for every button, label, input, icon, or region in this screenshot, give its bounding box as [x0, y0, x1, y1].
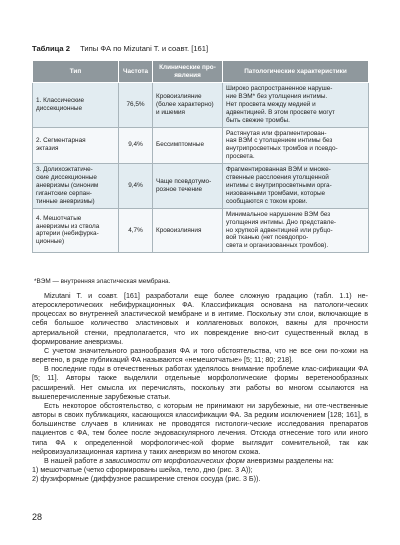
cell-pathology: Широко распространенное наруше- ние ВЭМ* без утолщения интимы. Нет просвета между медией и адвентицией. В этом просвете могут быть свежие тромбы. [223, 83, 369, 128]
body-text [32, 292, 368, 484]
cell-frequency: 76,5% [119, 83, 153, 128]
paragraph-emphasis: в зависимости от морфологических форм [99, 456, 245, 465]
paragraph-classification [32, 457, 368, 466]
table-row [33, 164, 369, 209]
cell-type: 2. Сегментарная эктазия [33, 127, 119, 164]
cell-type: 4. Мешотчатые аневризмы из ствола артерии (небифурка- ционные) [33, 208, 119, 253]
table-caption-label: Таблица 2 [32, 44, 70, 53]
cell-pathology: Минимальное нарушение ВЭМ без утолщения интимы. Дно представле- но хрупкой адвентицией или рубцо- вой тканью (нет псевдопро- света и организованных тромбов). [223, 208, 369, 253]
cell-type: 1. Классические диссекционные [33, 83, 119, 128]
page-number: 28 [32, 512, 43, 522]
paragraph: В последние годы в отечественных работах уделялось внимание проблеме клас-сификации ФА [5; 11]. Авторы также выделили отдельные морфологические формы веретенообразных расширений. Нет смысла их перечислять, поскольку эти работы во многом ссылаются на вышеперечисленные зарубежные статьи. [32, 365, 368, 401]
table-caption-text: Типы ФА по Mizutani T. и соавт. [161] [80, 44, 209, 53]
list-item: 1) мешотчатые (четко сформированы шейка, тело, дно (рис. 3 А)); [32, 465, 253, 474]
cell-frequency: 4,7% [119, 208, 153, 253]
table-footnote: *ВЭМ — внутренняя эластическая мембрана. [34, 278, 171, 285]
header-frequency: Частота [119, 61, 153, 83]
paragraph: С учетом значительного разнообразия ФА и того обстоятельства, что не все они по-хожи на веретено, в ряде публикаций ФА называются «немешотчатые» [5; 11; 80; 218]. [32, 346, 368, 365]
list-item: 2) фузиформные (диффузное расширение стенок сосуда (рис. 3 Б)). [32, 475, 261, 484]
table-header-row [33, 61, 369, 83]
aneurysm-types-table [32, 60, 369, 253]
paragraph: Есть некоторое обстоятельство, с которым не принимают ни зарубежные, ни оте-чественные авторы в своих публикациях, касающихся классификации ФА. За редким исключением [128; 161], в большинстве случаев в клиниках не проводятся гистологи-ческие исследования препаратов пациентов с ФА, тем более после эндоваскулярного лечения. Отсюда отнесение того или иного типа ФА к определенной морфологичес-кой форме выглядит сомнительной, так как нейровизуализационная картина у таких аневризм во многом схожа. [32, 401, 368, 456]
table-caption [32, 44, 208, 54]
table-row [33, 83, 369, 128]
header-pathology: Патологические характеристики [223, 61, 369, 83]
cell-pathology: Растянутая или фрагментирован- ная ВЭМ с утолщением интимы без внутрипросветных тромбов и псевдо- просвета. [223, 127, 369, 164]
paragraph-text: В нашей работе [44, 456, 100, 465]
paragraph: Mizutani T. и соавт. [161] разработали еще более сложную градацию (табл. 1.1) не-атеросклеротических небифуркационных ФА. Классификация основана на патологи-ческих процессах во внутренней эластической мембране и в интиме. Поскольку эти слои, включающие в себя большое количество эластиновых и коллагеновых волокон, важны для прочности артериальной стенки, предполагается, что их повреждение вно-сит существенный вклад в формирование аневризмы. [32, 292, 368, 346]
cell-frequency: 9,4% [119, 127, 153, 164]
cell-clinical: Бессимптомные [153, 127, 223, 164]
cell-clinical: Кровоизлияние (более характерно) и ишемия [153, 83, 223, 128]
table-row [33, 208, 369, 253]
table-row [33, 127, 369, 164]
cell-pathology: Фрагментированная ВЭМ и множе- ственные расслоения утолщенной интимы с внутрипросветными орга- низованными тромбами, которые сообщаются с током крови. [223, 164, 369, 209]
cell-clinical: Чаще псевдотумо- розное течение [153, 164, 223, 209]
header-clinical: Клинические про- явления [153, 61, 223, 83]
header-type: Тип [33, 61, 119, 83]
cell-clinical: Кровоизлияния [153, 208, 223, 253]
cell-frequency: 9,4% [119, 164, 153, 209]
paragraph-text: аневризмы разделены на: [244, 456, 334, 465]
cell-type: 3. Долихоэктатиче- ские диссекционные аневризмы (синоним гигантские серпан- тинные аневризмы) [33, 164, 119, 209]
